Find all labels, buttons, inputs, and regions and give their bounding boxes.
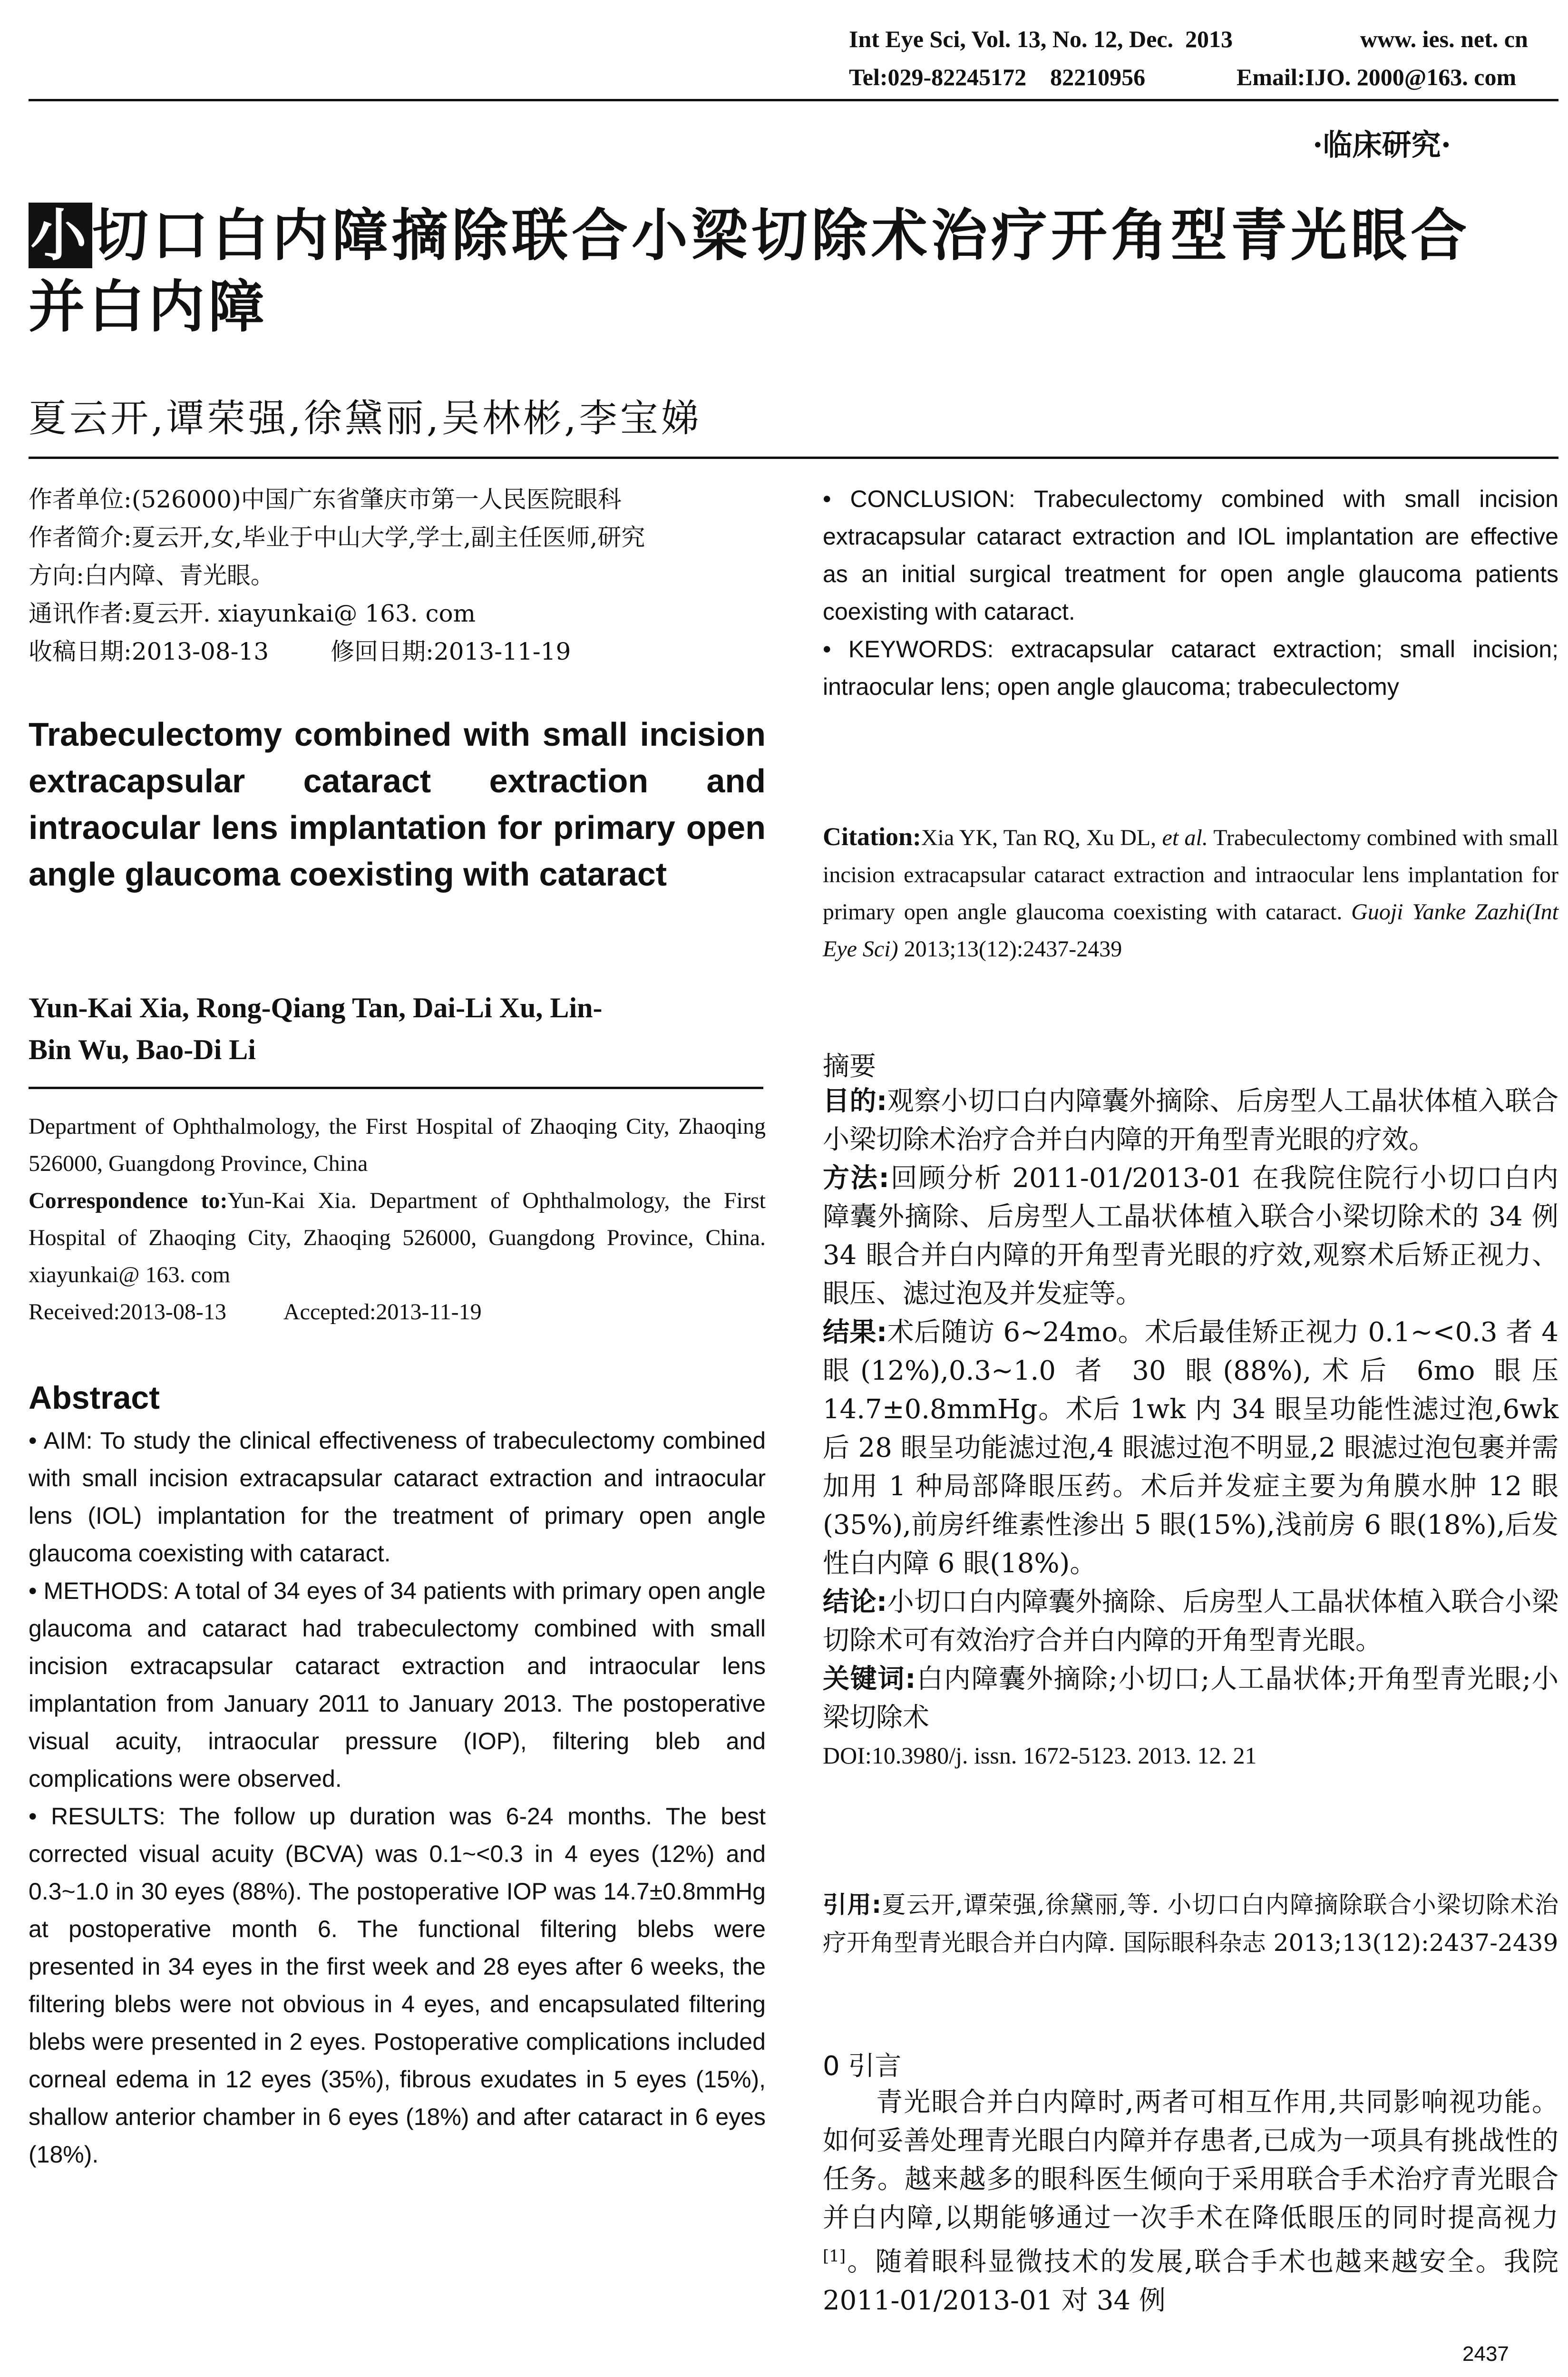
accepted-date-en: Accepted:2013-11-19	[283, 1299, 482, 1325]
keywords-text: extracapsular cataract extraction; small incision; intraocular lens; open angle glaucoma; trabeculectomy	[823, 636, 1558, 700]
authors-cn: 夏云开,谭荣强,徐黛丽,吴林彬,李宝娣	[29, 396, 702, 440]
authors-rule	[29, 457, 1558, 459]
title-line2: 并白内障	[29, 274, 269, 340]
intro-block	[823, 2083, 1558, 2320]
methods-text: A total of 34 eyes of 34 patients with primary open angle glaucoma and cataract had trabeculectomy combined with small incision extracapsular cataract extraction and intraocular lens implantation from January 2011 to January 2013. The postoperative visual acuity, intraocular pressure (IOP), filtering bleb and complications were observed.	[29, 1578, 766, 1792]
zh-methods	[823, 1159, 1558, 1313]
corresponding-author-cn: 通讯作者:夏云开. xiayunkai@ 163. com	[29, 600, 476, 627]
journal-tel: Tel:029-82245172 82210956	[849, 64, 1146, 90]
journal-email: Email:IJO. 2000@163. com	[1237, 64, 1517, 90]
article-title-en: Trabeculectomy combined with small incision extracapsular cataract extraction and intraocular lens implantation for primary open angle glaucoma coexisting with cataract	[29, 716, 766, 893]
authors-en	[29, 987, 766, 1071]
results-text: The follow up duration was 6-24 months. The best corrected visual acuity (BCVA) was 0.1~<0.3 in 4 eyes (12%) and 0.3~1.0 in 30 eyes (88%). The postoperative IOP was 14.7±0.8mmHg at postoperative month 6. The functional filtering blebs were presented in 34 eyes in the first week and 28 eyes after 6 weeks, the filtering blebs were not obvious in 4 eyes, and encapsulated filtering blebs were presented in 2 eyes. Postoperative complications included corneal edema in 12 eyes (35%), fibrous exudates in 5 eyes (15%), shallow anterior chamber in 6 eyes (18%) and after cataract in 6 eyes (18%).	[29, 1803, 766, 2168]
dates-cn	[29, 633, 766, 671]
zh-conclusion	[823, 1583, 1558, 1660]
zh-citation-label: 引用:	[823, 1891, 881, 1919]
zh-abstract-heading: 摘要	[823, 1051, 876, 1082]
zh-results-text: 术后随访 6~24mo。术后最佳矫正视力 0.1~<0.3 者 4 眼(12%),0.3~1.0 者 30 眼(88%),术后 6mo 眼压 14.7±0.8mmHg。术后 1wk 内 34 眼呈功能性滤过泡,6wk 后 28 眼呈功能滤过泡,4 眼滤过泡不明显,2 眼滤过泡包裹并需加用 1 种局部降眼压药。术后并发症主要为角膜水肿 12 眼(35%),前房纤维素性渗出 5 眼(15%),浅前房 6 眼(18%),后发性白内障 6 眼(18%)。	[823, 1317, 1558, 1579]
authors-en-line2: Bin Wu, Bao-Di Li	[29, 1034, 256, 1065]
methods-label: • METHODS:	[29, 1578, 169, 1604]
abstract-results	[29, 1798, 766, 2173]
revised-date-cn: 修回日期:2013-11-19	[331, 638, 571, 665]
citation-label: Citation:	[823, 822, 921, 851]
correspondence-en	[29, 1182, 766, 1294]
abstract-aim	[29, 1422, 766, 1572]
title-boxed-char: 小	[29, 203, 92, 268]
abstract-left-block	[29, 1422, 766, 2173]
citation-et-al: et al.	[1162, 825, 1208, 850]
intro-text-2: 。随着眼科显微技术的发展,联合手术也越来越安全。我院 2011-01/2013-01 对 34 例	[823, 2246, 1558, 2316]
intro-ref: [1]	[823, 2247, 846, 2266]
department-en: Department of Ophthalmology, the First Hospital of Zhaoqing City, Zhaoqing 526000, Guangdong Province, China	[29, 1114, 766, 1176]
intro-paragraph	[823, 2083, 1558, 2320]
zh-citation	[823, 1886, 1558, 1962]
author-bio-line2: 方向:白内障、青光眼。	[29, 562, 274, 589]
dates-en	[29, 1294, 766, 1331]
zh-citation-text: 夏云开,谭荣强,徐黛丽,等. 小切口白内障摘除联合小梁切除术治疗开角型青光眼合并白内障. 国际眼科杂志 2013;13(12):2437-2439	[823, 1891, 1558, 1957]
author-unit: 作者单位:(526000)中国广东省肇庆市第一人民医院眼科	[29, 486, 622, 513]
zh-conclusion-label: 结论:	[823, 1587, 887, 1617]
correspondence-text: Yun-Kai Xia. Department of Ophthalmology, the First Hospital of Zhaoqing City, Zhaoqing 526000, Guangdong Province, China. xiayunkai@ 163. com	[29, 1188, 766, 1287]
header-rule	[29, 99, 1558, 101]
correspondence-label: Correspondence to:	[29, 1188, 228, 1213]
zh-abstract-block	[823, 1082, 1558, 1774]
zh-aim	[823, 1082, 1558, 1159]
intro-heading: 0 引言	[823, 2051, 902, 2082]
abstract-methods	[29, 1572, 766, 1798]
journal-citation-header: Int Eye Sci, Vol. 13, No. 12, Dec. 2013	[849, 26, 1233, 52]
conclusion-text: Trabeculectomy combined with small incision extracapsular cataract extraction and IOL implantation are effective as an initial surgical treatment for open angle glaucoma patients coexisting with cataract.	[823, 486, 1558, 625]
received-date-en: Received:2013-08-13	[29, 1299, 226, 1325]
author-bio-line1: 作者简介:夏云开,女,毕业于中山大学,学士,副主任医师,研究	[29, 524, 645, 551]
aim-label: • AIM:	[29, 1427, 93, 1454]
citation-journal-en: (Int Eye Sci)	[823, 899, 1559, 962]
section-tag: ·临床研究·	[1313, 127, 1451, 162]
journal-website: www. ies. net. cn	[1360, 26, 1528, 52]
zh-keywords-text: 白内障囊外摘除;小切口;人工晶状体;开角型青光眼;小梁切除术	[823, 1664, 1558, 1733]
results-label: • RESULTS:	[29, 1803, 166, 1830]
abstract-right-block	[823, 480, 1558, 706]
zh-conclusion-text: 小切口白内障囊外摘除、后房型人工晶状体植入联合小梁切除术可有效治疗合并白内障的开角型青光眼。	[823, 1587, 1558, 1656]
zh-doi: DOI:10.3980/j. issn. 1672-5123. 2013. 12. 21	[823, 1742, 1257, 1769]
citation-title: Trabeculectomy combined with small incision extracapsular cataract extraction and intraocular lens implantation for primary open angle glaucoma coexisting with cataract.	[823, 825, 1559, 925]
zh-aim-label: 目的:	[823, 1086, 887, 1117]
conclusion-label: • CONCLUSION:	[823, 486, 1015, 512]
zh-methods-text: 回顾分析 2011-01/2013-01 在我院住院行小切口白内障囊外摘除、后房型人工晶状体植入联合小梁切除术的 34 例 34 眼合并白内障的开角型青光眼的疗效,观察术后矫正视力、眼压、滤过泡及并发症等。	[823, 1163, 1558, 1309]
keywords-label: • KEYWORDS:	[823, 636, 994, 662]
affiliation-cn-block	[29, 480, 766, 671]
zh-methods-label: 方法:	[823, 1163, 889, 1194]
citation-journal: Guoji Yanke Zazhi	[1351, 899, 1526, 925]
title-line1: 切口白内障摘除联合小梁切除术治疗开角型青光眼合	[92, 203, 1471, 268]
zh-keywords-label: 关键词:	[823, 1664, 916, 1695]
citation-authors: Xia YK, Tan RQ, Xu DL,	[921, 825, 1157, 850]
affiliation-rule	[29, 1087, 763, 1089]
intro-text-1: 青光眼合并白内障时,两者可相互作用,共同影响视功能。如何妥善处理青光眼白内障并存患者,已成为一项具有挑战性的任务。越来越多的眼科医生倾向于采用联合手术治疗青光眼合并白内障,以期能够通过一次手术在降低眼压的同时提高视力	[823, 2087, 1558, 2233]
page-number: 2437	[1462, 2342, 1509, 2366]
received-date-cn: 收稿日期:2013-08-13	[29, 638, 269, 665]
abstract-conclusion	[823, 480, 1558, 631]
citation-en	[823, 818, 1558, 968]
zh-results-label: 结果:	[823, 1317, 887, 1348]
abstract-heading: Abstract	[29, 1380, 160, 1416]
aim-text: To study the clinical effectiveness of trabeculectomy combined with small incision extracapsular cataract extraction and intraocular lens (IOL) implantation for the treatment of primary open angle glaucoma coexisting with cataract.	[29, 1427, 766, 1567]
authors-en-line1: Yun-Kai Xia, Rong-Qiang Tan, Dai-Li Xu, Lin-	[29, 992, 603, 1023]
zh-aim-text: 观察小切口白内障囊外摘除、后房型人工晶状体植入联合小梁切除术治疗合并白内障的开角型青光眼的疗效。	[823, 1086, 1558, 1155]
zh-results	[823, 1313, 1558, 1583]
zh-keywords	[823, 1660, 1558, 1737]
article-title-cn	[29, 200, 1558, 342]
abstract-keywords	[823, 631, 1558, 706]
citation-volume: 2013;13(12):2437-2439	[904, 936, 1122, 962]
affiliation-en-block	[29, 1108, 766, 1331]
